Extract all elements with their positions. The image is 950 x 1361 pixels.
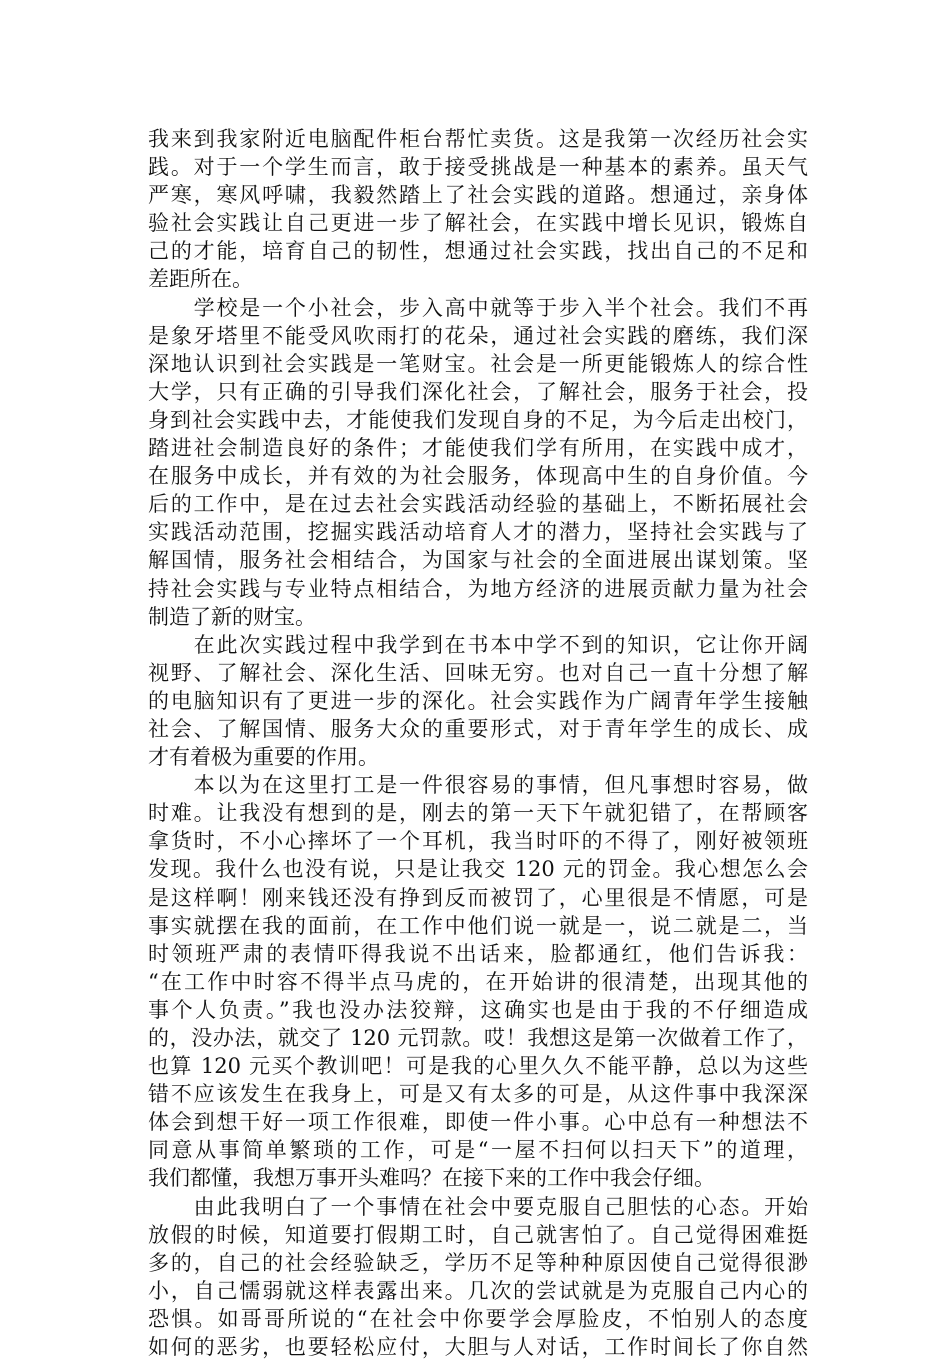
text-line: 时领班严肃的表情吓得我说不出话来，脸都通红，他们告诉我： (148, 941, 808, 966)
text-line: 学校是一个小社会，步入高中就等于步入半个社会。我们不再 (148, 295, 808, 320)
paragraph (148, 294, 808, 631)
text-line: 社会、了解国情、服务大众的重要形式，对于青年学生的成长、成 (148, 716, 808, 741)
text-line: 放假的时候，知道要打假期工时，自己就害怕了。自己觉得困难挺 (148, 1222, 808, 1247)
text-line: 体会到想干好一项工作很难，即使一件小事。心中总有一种想法不 (148, 1110, 808, 1135)
text-line: 的电脑知识有了更进一步的深化。社会实践作为广阔青年学生接触 (148, 688, 808, 713)
text-line: 制造了新的财宝。 (148, 604, 316, 629)
text-line: 拿货时，不小心摔坏了一个耳机，我当时吓的不得了，刚好被领班 (148, 829, 808, 854)
document-body (148, 125, 808, 1361)
text-line: 如何的恶劣，也要轻松应付，大胆与人对话，工作时间长了你自然 (148, 1335, 808, 1360)
text-line: 发现。我什么也没有说，只是让我交 120 元的罚金。我心想怎么会 (148, 857, 808, 882)
text-line: 在此次实践过程中我学到在书本中学不到的知识，它让你开阔 (148, 632, 808, 657)
text-line: 解国情，服务社会相结合，为国家与社会的全面进展出谋划策。坚 (148, 548, 808, 573)
text-line: 的，没办法，就交了 120 元罚款。哎！我想这是第一次做着工作了， (148, 1026, 808, 1050)
paragraph (148, 125, 808, 294)
text-line: 践。对于一个学生而言，敢于接受挑战是一种基本的素养。虽天气 (148, 155, 808, 180)
text-line: 踏进社会制造良好的条件；才能使我们学有所用，在实践中成才， (148, 436, 808, 461)
text-line: 事个人负责。”我也没办法狡辩，这确实也是由于我的不仔细造成 (148, 997, 808, 1022)
text-line: 小，自己懦弱就这样表露出来。几次的尝试就是为克服自己内心的 (148, 1278, 808, 1303)
text-line: 严寒，寒风呼啸，我毅然踏上了社会实践的道路。想通过，亲身体 (148, 183, 808, 208)
text-line: 深地认识到社会实践是一笔财宝。社会是一所更能锻炼人的综合性 (148, 351, 808, 376)
text-line: 我们都懂，我想万事开头难吗？在接下来的工作中我会仔细。 (148, 1166, 715, 1191)
text-line: 也算 120 元买个教训吧！可是我的心里久久不能平静，总以为这些 (148, 1054, 808, 1079)
text-line: 是象牙塔里不能受风吹雨打的花朵，通过社会实践的磨练，我们深 (148, 323, 808, 348)
text-line: 是这样啊！刚来钱还没有挣到反而被罚了，心里很是不情愿，可是 (148, 885, 808, 910)
text-line: 后的工作中，是在过去社会实践活动经验的基础上，不断拓展社会 (148, 492, 808, 517)
text-line: “在工作中时容不得半点马虎的，在开始讲的很清楚，出现其他的 (148, 969, 808, 994)
text-line: 错不应该发生在我身上，可是又有太多的可是，从这件事中我深深 (148, 1082, 808, 1107)
text-line: 实践活动范围，挖掘实践活动培育人才的潜力，坚持社会实践与了 (148, 520, 808, 545)
text-line: 时难。让我没有想到的是，刚去的第一天下午就犯错了，在帮顾客 (148, 801, 808, 826)
text-line: 持社会实践与专业特点相结合，为地方经济的进展贡献力量为社会 (148, 576, 808, 601)
text-line: 才有着极为重要的作用。 (148, 745, 379, 770)
text-line: 大学，只有正确的引导我们深化社会，了解社会，服务于社会，投 (148, 379, 808, 404)
text-line: 在服务中成长，并有效的为社会服务，体现高中生的自身价值。今 (148, 464, 808, 489)
text-line: 同意从事简单繁琐的工作，可是“一屋不扫何以扫天下”的道理， (148, 1138, 808, 1163)
text-line: 差距所在。 (148, 267, 253, 292)
text-line: 恐惧。如哥哥所说的“在社会中你要学会厚脸皮，不怕别人的态度 (148, 1306, 808, 1331)
text-line: 视野、了解社会、深化生活、回味无穷。也对自己一直十分想了解 (148, 660, 808, 685)
text-line: 本以为在这里打工是一件很容易的事情，但凡事想时容易，做 (148, 773, 808, 798)
text-line: 多的，自己的社会经验缺乏，学历不足等种种原因使自己觉得很渺 (148, 1250, 808, 1275)
text-line: 验社会实践让自己更进一步了解社会，在实践中增长见识，锻炼自 (148, 211, 808, 236)
text-line: 事实就摆在我的面前，在工作中他们说一就是一，说二就是二，当 (148, 913, 808, 938)
paragraph (148, 1193, 808, 1361)
text-line: 我来到我家附近电脑配件柜台帮忙卖货。这是我第一次经历社会实 (148, 127, 808, 151)
text-line: 身到社会实践中去，才能使我们发现自身的不足，为今后走出校门， (148, 407, 808, 432)
text-line: 由此我明白了一个事情在社会中要克服自己胆怯的心态。开始 (148, 1194, 808, 1219)
text-line: 己的才能，培育自己的韧性，想通过社会实践，找出自己的不足和 (148, 239, 808, 264)
paragraph (148, 631, 808, 771)
paragraph (148, 771, 808, 1192)
